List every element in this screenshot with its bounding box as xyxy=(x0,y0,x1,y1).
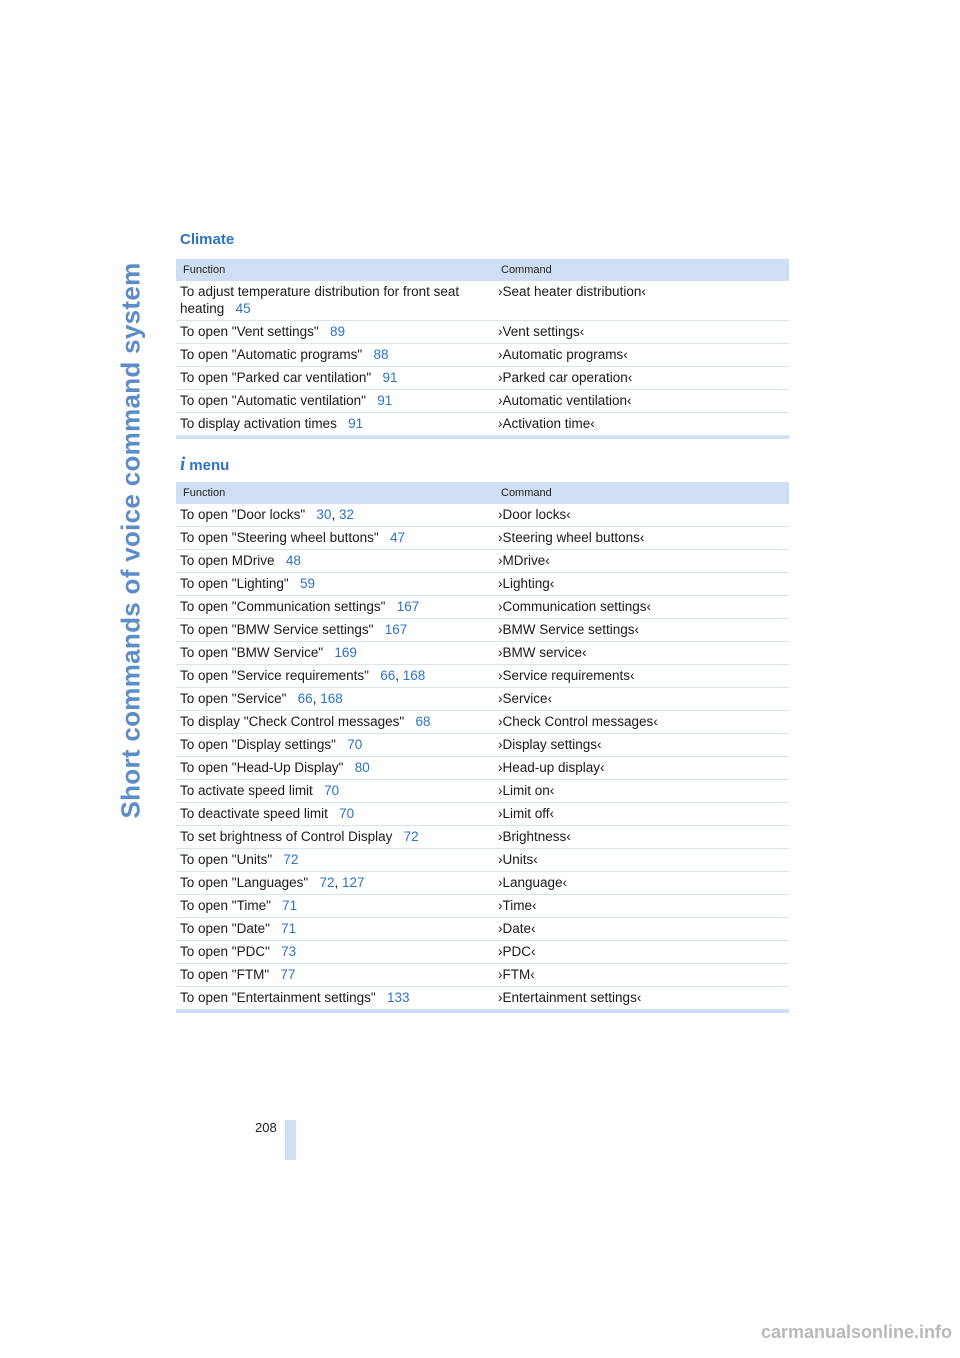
page-reference-link[interactable]: 89 xyxy=(329,324,345,339)
command-cell: ›Activation time‹ xyxy=(498,416,595,431)
function-text: To open "Languages" xyxy=(180,875,309,890)
command-cell: ›Lighting‹ xyxy=(498,576,555,591)
function-text: To open "Head-Up Display" xyxy=(180,760,344,775)
header-command: Command xyxy=(501,487,552,499)
climate-table xyxy=(176,259,789,439)
function-cell xyxy=(176,527,498,548)
function-text: To open "BMW Service settings" xyxy=(180,622,374,637)
page-reference-link[interactable]: 77 xyxy=(280,967,296,982)
page-reference-link[interactable]: 70 xyxy=(324,783,340,798)
command-cell: ›Seat heater distribution‹ xyxy=(498,284,646,299)
table-body xyxy=(176,504,789,1010)
watermark: carmanualsonline.info xyxy=(760,1322,952,1342)
table-row xyxy=(176,573,789,596)
imenu-heading: i menu xyxy=(180,454,230,475)
function-cell xyxy=(176,344,498,365)
function-cell xyxy=(176,711,498,732)
page-reference-link[interactable]: 91 xyxy=(382,370,398,385)
command-cell: ›Language‹ xyxy=(498,875,568,890)
function-text: To open "Automatic ventilation" xyxy=(180,393,366,408)
page-reference-link[interactable]: 167 xyxy=(396,599,420,614)
table-body xyxy=(176,281,789,436)
page-reference-link[interactable]: 71 xyxy=(282,898,298,913)
function-text: To display activation times xyxy=(180,416,337,431)
page-reference-link[interactable]: 73 xyxy=(281,944,297,959)
function-cell: To open "Languages" 72, 127 xyxy=(180,875,365,890)
function-text: To open "Door locks" xyxy=(180,507,306,522)
function-cell xyxy=(176,757,498,778)
page-number: 208 xyxy=(255,1120,277,1135)
function-text: To open "Vent settings" xyxy=(180,324,319,339)
table-row xyxy=(176,803,789,826)
climate-heading: Climate xyxy=(180,231,235,248)
command-cell: ›MDrive‹ xyxy=(498,553,550,568)
table-row xyxy=(176,550,789,573)
table-row xyxy=(176,390,789,413)
function-text: To open "Steering wheel buttons" xyxy=(180,530,379,545)
page-reference-link[interactable]: 47 xyxy=(389,530,406,545)
chapter-side-title-text: Short commands of voice command system xyxy=(115,261,146,819)
function-text: To open MDrive xyxy=(180,553,275,568)
function-text: To open "Entertainment settings" xyxy=(180,990,376,1005)
command-cell: ›Automatic programs‹ xyxy=(498,347,628,362)
page-reference-link[interactable]: 71 xyxy=(281,921,297,936)
command-cell: ›Limit on‹ xyxy=(498,783,555,798)
table-row xyxy=(176,941,789,964)
function-text: To open "Time" xyxy=(180,898,271,913)
chapter-side-title xyxy=(96,230,166,850)
function-cell xyxy=(176,413,498,434)
page-reference-link[interactable]: 127 xyxy=(342,875,365,890)
page-reference-link[interactable]: 66 xyxy=(297,691,313,706)
table-row xyxy=(176,872,789,895)
function-text: To open "Display settings" xyxy=(180,737,336,752)
header-command: Command xyxy=(501,264,552,276)
function-cell: To open "Door locks" 30, 32 xyxy=(180,507,354,522)
table-row xyxy=(176,918,789,941)
table-row xyxy=(176,344,789,367)
command-cell: ›Units‹ xyxy=(498,852,538,867)
function-text: To set brightness of Control Display xyxy=(180,829,393,844)
page-reference-link[interactable]: 88 xyxy=(373,347,389,362)
page-reference-link[interactable]: 70 xyxy=(339,806,355,821)
table-row xyxy=(176,688,789,711)
page-reference-link[interactable]: 133 xyxy=(386,990,410,1005)
function-text: To open "Units" xyxy=(180,852,273,867)
function-cell xyxy=(176,849,498,870)
table-row xyxy=(176,964,789,987)
function-cell xyxy=(176,367,498,388)
page-reference-link[interactable]: 68 xyxy=(415,714,431,729)
command-cell: ›Service‹ xyxy=(498,691,553,706)
command-cell: ›Entertainment settings‹ xyxy=(498,990,642,1005)
function-text: To open "BMW Service" xyxy=(180,645,324,660)
function-text: To open "FTM" xyxy=(180,967,270,982)
imenu-table xyxy=(176,482,789,1013)
table-row xyxy=(176,281,789,321)
function-cell xyxy=(176,780,498,801)
page-reference-link[interactable]: 66 xyxy=(380,668,396,683)
function-cell xyxy=(176,918,498,939)
function-cell xyxy=(176,619,498,640)
page-reference-link[interactable]: 48 xyxy=(285,553,301,568)
command-cell: ›Service requirements‹ xyxy=(498,668,635,683)
table-row xyxy=(176,527,789,550)
table-row xyxy=(176,780,789,803)
function-text: To open "Service requirements" xyxy=(180,668,369,683)
command-cell: ›Parked car operation‹ xyxy=(498,370,633,385)
function-cell xyxy=(176,826,498,847)
command-cell: ›Date‹ xyxy=(498,921,536,936)
table-row xyxy=(176,619,789,642)
table-row xyxy=(176,413,789,436)
command-cell: ›Limit off‹ xyxy=(498,806,555,821)
function-text: To open "Parked car ventilation" xyxy=(180,370,372,385)
page-reference-link[interactable]: 72 xyxy=(319,875,335,890)
table-row xyxy=(176,826,789,849)
function-cell xyxy=(176,281,498,319)
function-text: To display "Check Control messages" xyxy=(180,714,405,729)
function-cell xyxy=(176,987,498,1008)
function-cell xyxy=(176,734,498,755)
table-row xyxy=(176,711,789,734)
header-function: Function xyxy=(183,487,226,499)
page-reference-link[interactable]: 91 xyxy=(348,416,364,431)
command-cell: ›Door locks‹ xyxy=(498,507,571,522)
table-row xyxy=(176,665,789,688)
table-header xyxy=(176,482,789,504)
command-cell: ›Communication settings‹ xyxy=(498,599,652,614)
function-text: To open "Service" xyxy=(180,691,287,706)
table-row xyxy=(176,849,789,872)
command-cell: ›BMW service‹ xyxy=(498,645,587,660)
page-reference-link[interactable]: 45 xyxy=(235,301,251,316)
page-reference-link[interactable]: 168 xyxy=(320,691,343,706)
command-cell: ›Brightness‹ xyxy=(498,829,571,844)
command-cell: ›Check Control messages‹ xyxy=(498,714,658,729)
table-row xyxy=(176,321,789,344)
page-reference-link[interactable]: 70 xyxy=(347,737,363,752)
function-cell xyxy=(176,573,498,594)
page-reference-link[interactable]: 168 xyxy=(402,668,426,683)
command-cell: ›Vent settings‹ xyxy=(498,324,585,339)
function-text: To open "Lighting" xyxy=(180,576,289,591)
table-row xyxy=(176,734,789,757)
info-icon: i xyxy=(180,454,186,475)
function-text: To open "Automatic programs" xyxy=(180,347,363,362)
function-text: To adjust temperature distribution for front seat heating xyxy=(180,284,460,316)
function-cell: To open "Service requirements" 66, 168 xyxy=(180,668,426,683)
page-reference-link[interactable]: 91 xyxy=(377,393,393,408)
function-cell xyxy=(176,941,498,962)
page-reference-link[interactable]: 72 xyxy=(403,829,419,844)
command-cell: ›Automatic ventilation‹ xyxy=(498,393,632,408)
table-row xyxy=(176,757,789,780)
page-reference-link[interactable]: 80 xyxy=(354,760,370,775)
function-text: To open "PDC" xyxy=(180,944,270,959)
command-cell: ›Time‹ xyxy=(498,898,537,913)
page-reference-link[interactable]: 32 xyxy=(338,507,354,522)
command-cell: ›Head-up display‹ xyxy=(498,760,605,775)
function-text: To activate speed limit xyxy=(180,783,313,798)
function-cell xyxy=(176,550,498,571)
function-text: To open "Communication settings" xyxy=(180,599,386,614)
page-reference-link[interactable]: 30 xyxy=(316,507,332,522)
function-cell xyxy=(176,321,498,342)
function-cell xyxy=(176,895,498,916)
function-cell xyxy=(176,803,498,824)
page-reference-link[interactable]: 167 xyxy=(384,622,408,637)
table-row xyxy=(176,895,789,918)
command-cell: ›FTM‹ xyxy=(498,967,535,982)
function-cell xyxy=(176,596,498,617)
table-row xyxy=(176,642,789,665)
function-cell xyxy=(176,642,498,663)
page-reference-link[interactable]: 59 xyxy=(299,576,315,591)
page-marker-bar xyxy=(285,1120,296,1160)
command-cell: ›Display settings‹ xyxy=(498,737,602,752)
command-cell: ›Steering wheel buttons‹ xyxy=(498,530,645,545)
page-reference-link[interactable]: 169 xyxy=(334,645,357,660)
page-reference-link[interactable]: 72 xyxy=(283,852,299,867)
table-row xyxy=(176,504,789,527)
header-function: Function xyxy=(183,264,226,276)
function-text: To deactivate speed limit xyxy=(180,806,328,821)
command-cell: ›PDC‹ xyxy=(498,944,536,959)
function-text: To open "Date" xyxy=(180,921,270,936)
function-cell: To open "Service" 66, 168 xyxy=(180,691,343,706)
table-row xyxy=(176,367,789,390)
function-cell xyxy=(176,390,498,411)
table-row xyxy=(176,987,789,1010)
command-cell: ›BMW Service settings‹ xyxy=(498,622,640,637)
table-header xyxy=(176,259,789,281)
function-cell xyxy=(176,964,498,985)
table-row xyxy=(176,596,789,619)
